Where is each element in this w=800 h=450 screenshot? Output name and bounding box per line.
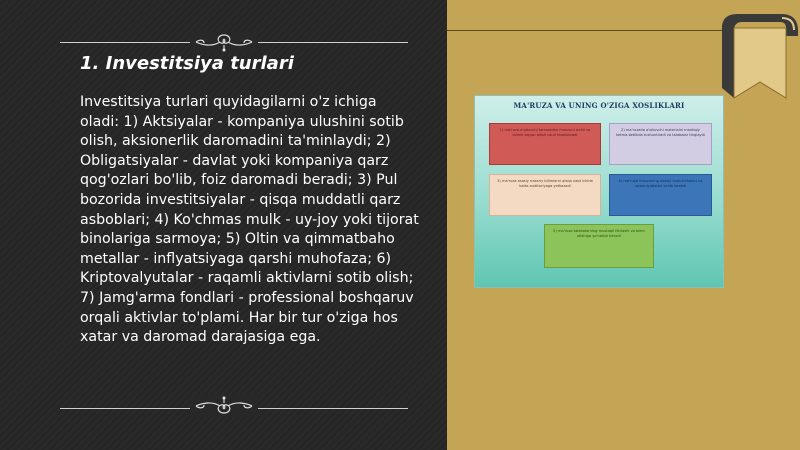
diagram-title: MA'RUZA VA UNING O'ZIGA XOSLIKLARI <box>513 101 685 110</box>
diagram-box: 2) ma'ruzada o'qituvchi materialni mantiqiy ketma-ketlikda tushuntiradi va talabalar tinglaydi <box>609 123 712 165</box>
slide-body-text: Investitsiya turlari quyidagilarni o'z ichiga oladi: 1) Aktsiyalar - kompaniya ulushini sotib olish, aksionerlik daromadini ta'minlaydi; 2) Obligatsiyalar - davlat yoki kompaniya qarz qog'ozlari bo'lib, foiz daromadi beradi; 3) Pul bozorida investitsiyalar - qisqa muddatli qarz asboblari; 4) Ko'chmas mulk - uy-joy yoki tijorat binolariga sarmoya; 5) Oltin va qimmatbaho metallar - inflyatsiyaga qarshi muhofaza; 6) Kriptovalyutalar - raqamli aktivlarni sotib olish; 7) Jamg'arma fondlari - professional boshqaruv orqali aktivlar to'plami. Har bir tur o'ziga hos xatar va daromad darajasiga ega. <box>80 94 419 346</box>
flourish-ornament-icon <box>190 31 258 53</box>
diagram-box: 1) ma'ruza o'qituvchi tomonidan mavzuni izchil va tizimli bayon qilish usuli hisoblanadi <box>489 123 601 165</box>
diagram-box: 4) ma'ruza mavzuning asosiy tushunchalari va qonuniyatlarini ochib beradi <box>609 174 712 216</box>
slide-title: 1. Investitsiya turlari <box>80 53 294 74</box>
diagram-box: 5) ma'ruza talabalarning mustaqil fikrlashi va bilim olishiga yo'nalish beradi <box>544 224 654 268</box>
lecture-features-diagram <box>474 95 724 288</box>
diagram-box: 3) ma'ruza asosiy nazariy bilimlarni qisqa vaqt ichida katta auditoriyaga yetkazadi <box>489 174 601 216</box>
bookmark-ribbon-icon <box>712 8 800 103</box>
flourish-ornament-icon <box>190 395 258 417</box>
